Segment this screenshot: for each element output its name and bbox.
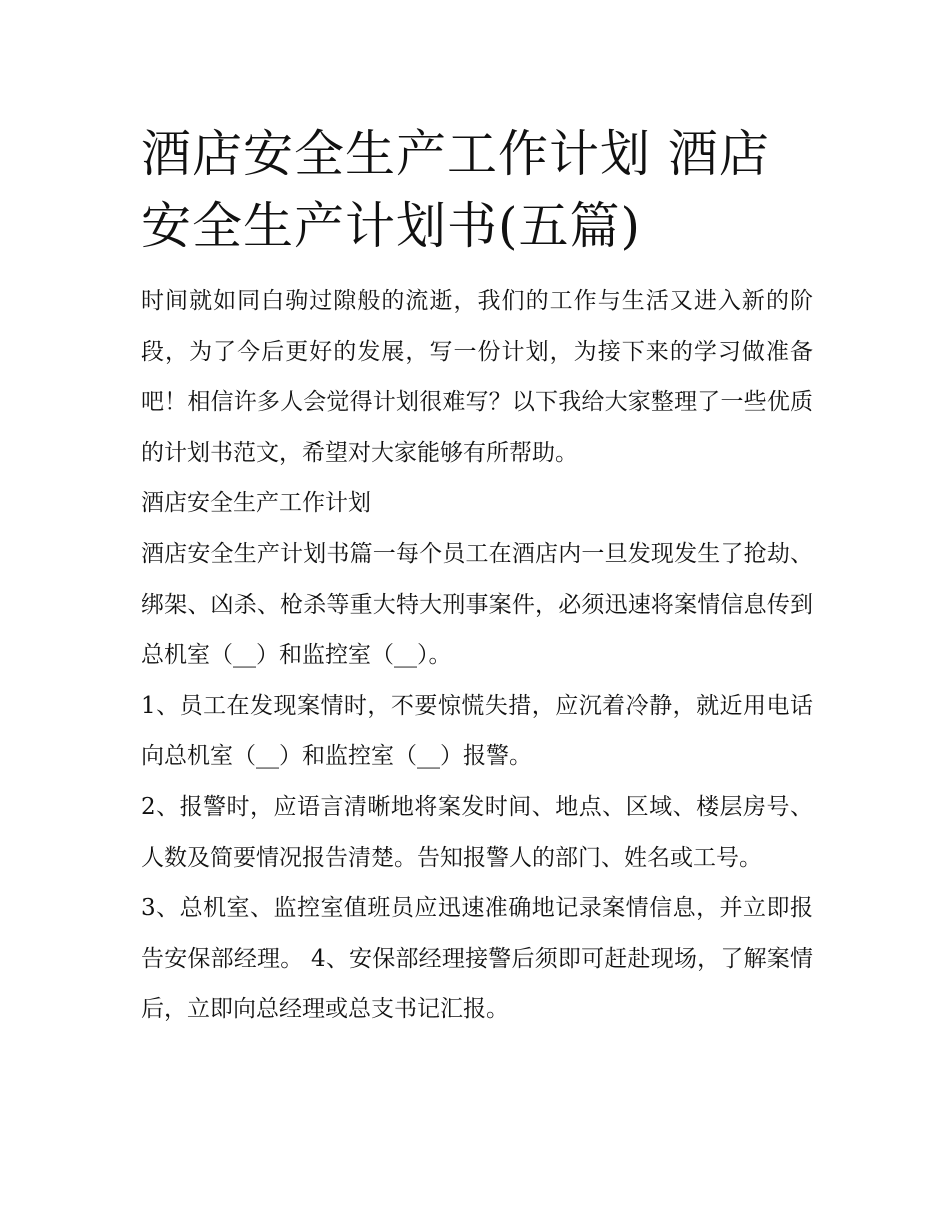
document-body (141, 276, 813, 1035)
section-heading: 酒店安全生产工作计划 (141, 490, 371, 517)
plan-paragraph-1: 酒店安全生产计划书篇一每个员工在酒店内一旦发现发生了抢劫、绑架、凶杀、枪杀等重大特大刑事案件，必须迅速将案情信息传到总机室（__）和监控室（__）。 (141, 540, 813, 669)
document-title: 酒店安全生产工作计划 酒店安全生产计划书(五篇) (141, 125, 770, 255)
list-item-3-4: 3、总机室、监控室值班员应迅速准确地记录案情信息，并立即报告安保部经理。 4、安保部经理接警后须即可赶赴现场，了解案情后，立即向总经理或总支书记汇报。 (141, 895, 813, 1023)
intro-paragraph: 时间就如同白驹过隙般的流逝，我们的工作与生活又进入新的阶段，为了今后更好的发展，写一份计划，为接下来的学习做准备吧！相信许多人会觉得计划很难写？以下我给大家整理了一些优质的计划书范文，希望对大家能够有所帮助。 (141, 288, 813, 466)
list-item-2: 2、报警时，应语言清晰地将案发时间、地点、区域、楼层房号、人数及简要情况报告清楚。告知报警人的部门、姓名或工号。 (141, 793, 813, 871)
list-item-1: 1、员工在发现案情时，不要惊慌失措，应沉着冷静，就近用电话向总机室（__）和监控室（__）报警。 (141, 692, 813, 770)
document-content (141, 118, 813, 1035)
